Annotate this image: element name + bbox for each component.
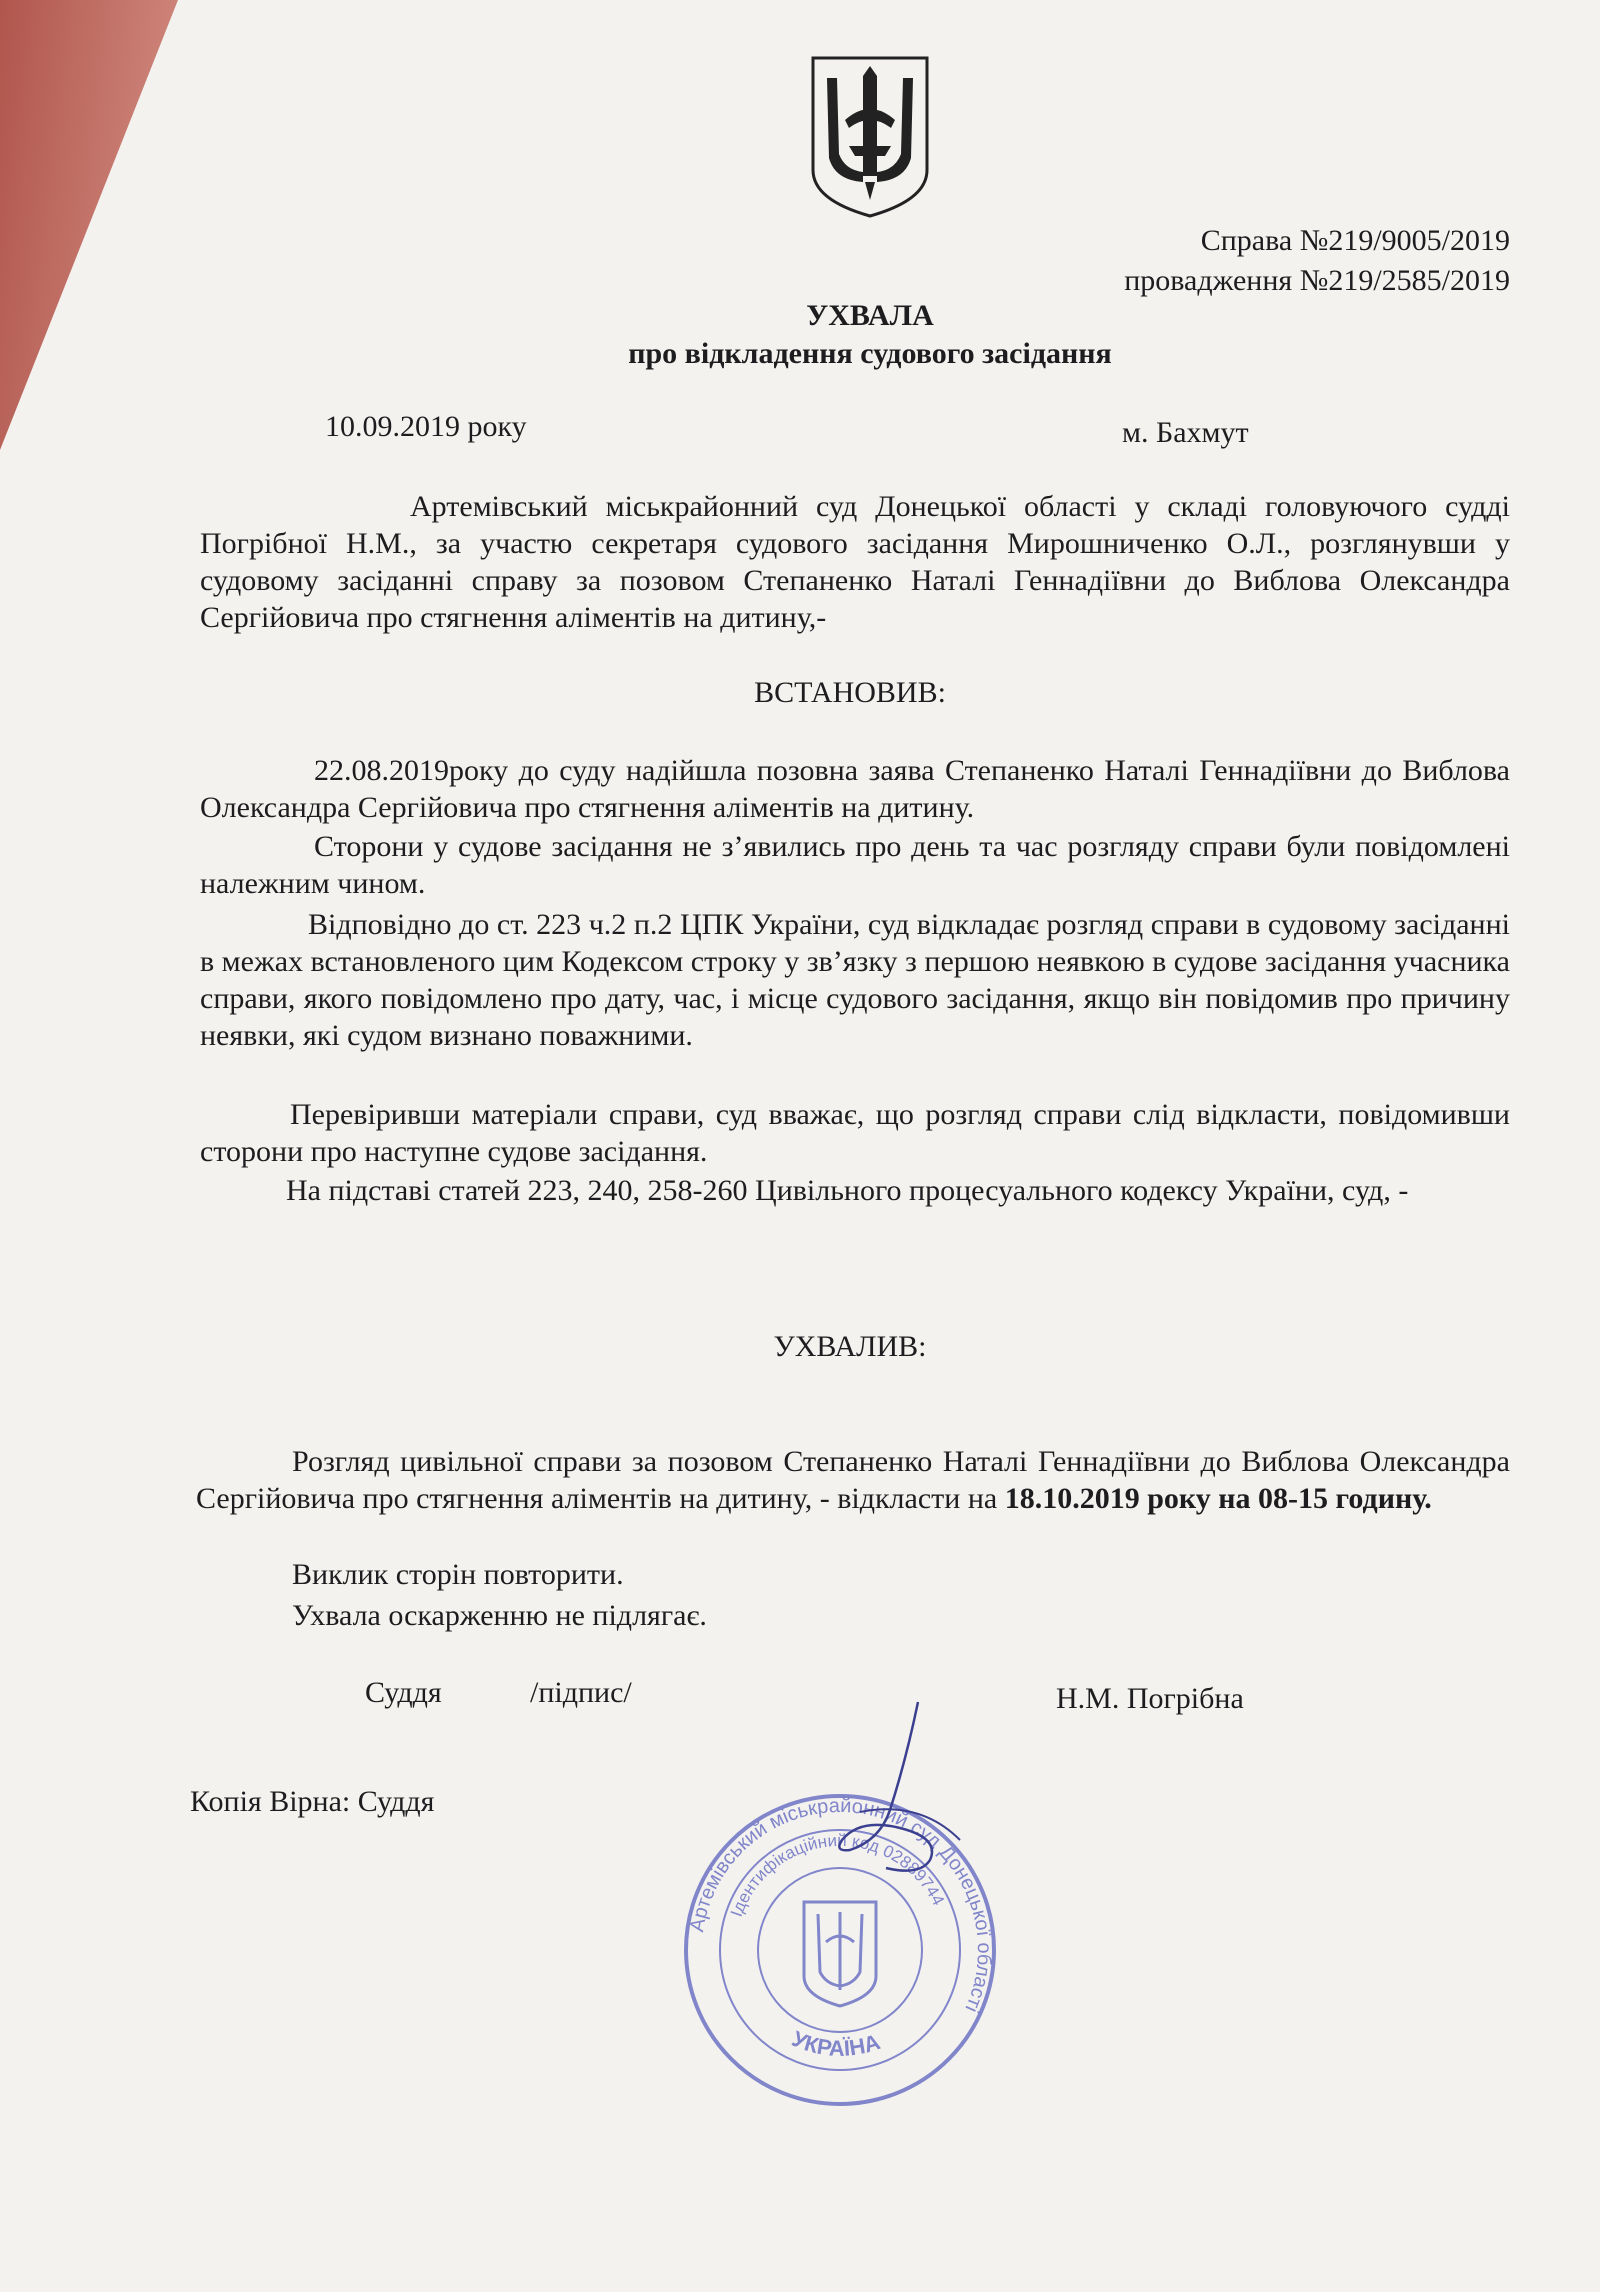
established-paragraph-5: На підставі статей 223, 240, 258-260 Цивільного процесуального кодексу України, суд, - xyxy=(286,1174,1409,1207)
stamp-outer-text: Артемівський міськрайонний суд Донецької області xyxy=(686,1794,996,2016)
decision-text: Розгляд цивільної справи за позовом Степаненко Наталі Геннадіївни до Виблова Олександра Сергійовича про стягнення аліментів на дитину, - відкласти на xyxy=(196,1445,1510,1515)
resolved-line-2: Виклик сторін повторити. xyxy=(292,1558,624,1591)
established-paragraph-3: Відповідно до ст. 223 ч.2 п.2 ЦПК України, суд відкладає розгляд справи в судовому засіданні в межах встановленого цим Кодексом строку у зв’язку з першою неявкою в судове засідання учасника справи, якого повідомлено про дату, час, і місце судового засідання, якщо він повідомив про причину неявки, які судом визнано поважними. xyxy=(200,908,1510,1052)
stamp-inner-text: Ідентифікаційний код 02889744 xyxy=(726,1830,949,1920)
document-city: м. Бахмут xyxy=(1122,416,1249,449)
coat-of-arms-icon xyxy=(805,50,935,220)
document-date: 10.09.2019 року xyxy=(325,410,527,443)
stamp-bottom-text: УКРАЇНА xyxy=(788,2025,883,2061)
document-title: УХВАЛА xyxy=(806,299,934,332)
copy-certification: Копія Вірна: Суддя xyxy=(190,1785,435,1818)
intro-paragraph: Артемівський міськрайонний суд Донецької області у складі головуючого судді Погрібної Н.М., за участю секретаря судового засідання Мирошниченко О.Л., розглянувши у судовому засіданні справу за позовом Степаненко Наталі Геннадіївни до Виблова Олександра Сергійовича про стягнення аліментів на дитину,- xyxy=(200,490,1510,634)
established-paragraph-1: 22.08.2019року до суду надійшла позовна заява Степаненко Наталі Геннадіївни до Виблова Олександра Сергійовича про стягнення аліментів на дитину. xyxy=(200,754,1510,824)
established-paragraph-2: Сторони у судове засідання не з’явились про день та час розгляду справи були повідомлені належним чином. xyxy=(200,830,1510,900)
page-edge-shadow xyxy=(0,0,190,460)
signature-placeholder: /підпис/ xyxy=(530,1676,632,1709)
judge-label: Суддя xyxy=(365,1676,442,1709)
decision-date-time: 18.10.2019 року на 08-15 годину. xyxy=(1004,1482,1432,1515)
resolved-line-3: Ухвала оскарженню не підлягає. xyxy=(292,1599,707,1632)
handwritten-signature xyxy=(820,1700,1020,1890)
decision-paragraph xyxy=(196,1443,1510,1517)
established-heading: ВСТАНОВИВ: xyxy=(754,676,946,709)
judge-name: Н.М. Погрібна xyxy=(1056,1682,1244,1715)
stamp-emblem-icon xyxy=(804,1902,876,2006)
proceeding-number: провадження №219/2585/2019 xyxy=(1124,264,1510,297)
document-subtitle: про відкладення судового засідання xyxy=(628,337,1112,370)
resolved-heading: УХВАЛИВ: xyxy=(773,1330,927,1363)
case-number: Справа №219/9005/2019 xyxy=(1200,224,1510,257)
established-paragraph-4: Перевіривши матеріали справи, суд вважає, що розгляд справи слід відкласти, повідомивши сторони про наступне судове засідання. xyxy=(200,1098,1510,1168)
